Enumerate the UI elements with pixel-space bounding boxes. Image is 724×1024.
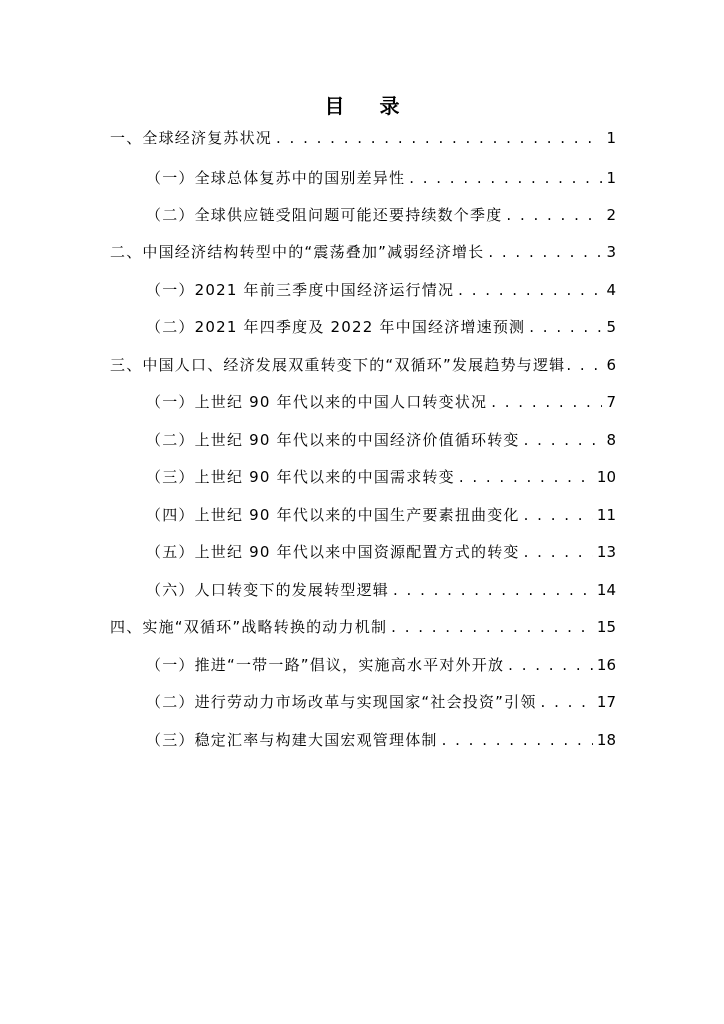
toc-entry-text: 三、中国人口、经济发展双重转变下的“双循环”发展趋势与逻辑 <box>110 356 566 374</box>
toc-entry[interactable] <box>146 201 616 229</box>
toc-leader <box>566 351 605 379</box>
toc-entry[interactable] <box>110 238 616 266</box>
toc-page-number: 15 <box>596 618 616 636</box>
toc-entry-text: （二）2021 年四季度及 2022 年中国经济增速预测 <box>146 318 526 336</box>
toc-entry-text: （三）上世纪 90 年代以来的中国需求转变 <box>146 468 455 486</box>
toc-entry-text: （五）上世纪 90 年代以来中国资源配置方式的转变 <box>146 543 520 561</box>
toc-entry[interactable] <box>146 576 616 604</box>
toc-entry[interactable] <box>146 164 616 192</box>
toc-leader <box>488 238 602 266</box>
toc-entry-text: （二）全球供应链受阻问题可能还要持续数个季度 <box>146 206 503 224</box>
toc-page-number: 3 <box>606 243 616 261</box>
toc-leader <box>442 726 593 754</box>
toc-leader <box>458 276 602 304</box>
toc-page-number: 1 <box>606 129 616 147</box>
toc-page-number: 17 <box>596 693 616 711</box>
toc-entry-text: （二）进行劳动力市场改革与实现国家“社会投资”引领 <box>146 693 537 711</box>
toc-page-number: 6 <box>606 356 616 374</box>
toc-leader <box>524 426 603 454</box>
toc-page-number: 5 <box>606 318 616 336</box>
toc-page-number: 1 <box>606 169 616 187</box>
toc-entry[interactable] <box>110 351 616 379</box>
toc-page-number: 18 <box>596 731 616 749</box>
toc-entry-text: （一）2021 年前三季度中国经济运行情况 <box>146 281 455 299</box>
toc-leader <box>506 201 602 229</box>
toc-entry-text: （一）推进“一带一路”倡议，实施高水平对外开放 <box>146 656 505 674</box>
toc-entry[interactable] <box>146 313 616 341</box>
toc-entry[interactable] <box>146 463 616 491</box>
toc-leader <box>391 613 593 641</box>
toc-entry[interactable] <box>146 651 616 679</box>
toc-page-number: 8 <box>606 431 616 449</box>
toc-page-number: 11 <box>596 506 616 524</box>
toc-entry[interactable] <box>146 688 616 716</box>
toc-leader <box>541 688 593 716</box>
toc-entry-text: 一、全球经济复苏状况 <box>110 129 273 147</box>
toc-entry-text: （一）上世纪 90 年代以来的中国人口转变状况 <box>146 393 488 411</box>
toc-leader <box>491 388 602 416</box>
toc-leader <box>409 164 602 192</box>
toc-entry-text: （二）上世纪 90 年代以来的中国经济价值循环转变 <box>146 431 520 449</box>
toc-entry[interactable] <box>110 124 616 152</box>
toc-leader <box>276 124 602 152</box>
toc-leader <box>459 463 593 491</box>
toc-page-number: 2 <box>606 206 616 224</box>
toc-leader <box>524 538 593 566</box>
toc-entry[interactable] <box>146 426 616 454</box>
toc-entry[interactable] <box>110 613 616 641</box>
toc-entry[interactable] <box>146 501 616 529</box>
toc-entry-text: （四）上世纪 90 年代以来的中国生产要素扭曲变化 <box>146 506 520 524</box>
toc-page-number: 7 <box>606 393 616 411</box>
toc-entry-text: 四、实施“双循环”战略转换的动力机制 <box>110 618 388 636</box>
toc-entry[interactable] <box>146 726 616 754</box>
toc-leader <box>508 651 593 679</box>
toc-entry[interactable] <box>146 388 616 416</box>
toc-entry[interactable] <box>146 538 616 566</box>
toc-entry[interactable] <box>146 276 616 304</box>
toc-page-number: 16 <box>596 656 616 674</box>
toc-page-number: 14 <box>596 581 616 599</box>
toc-title: 目 录 <box>324 94 414 118</box>
toc-leader <box>393 576 593 604</box>
toc-entry-text: 二、中国经济结构转型中的“震荡叠加”减弱经济增长 <box>110 243 485 261</box>
toc-leader <box>529 313 602 341</box>
toc-page-number: 13 <box>596 543 616 561</box>
toc-page-number: 10 <box>596 468 616 486</box>
toc-entry-text: （六）人口转变下的发展转型逻辑 <box>146 581 390 599</box>
toc-leader <box>524 501 593 529</box>
toc-entry-text: （三）稳定汇率与构建大国宏观管理体制 <box>146 731 438 749</box>
toc-page-number: 4 <box>606 281 616 299</box>
toc-entry-text: （一）全球总体复苏中的国别差异性 <box>146 169 406 187</box>
